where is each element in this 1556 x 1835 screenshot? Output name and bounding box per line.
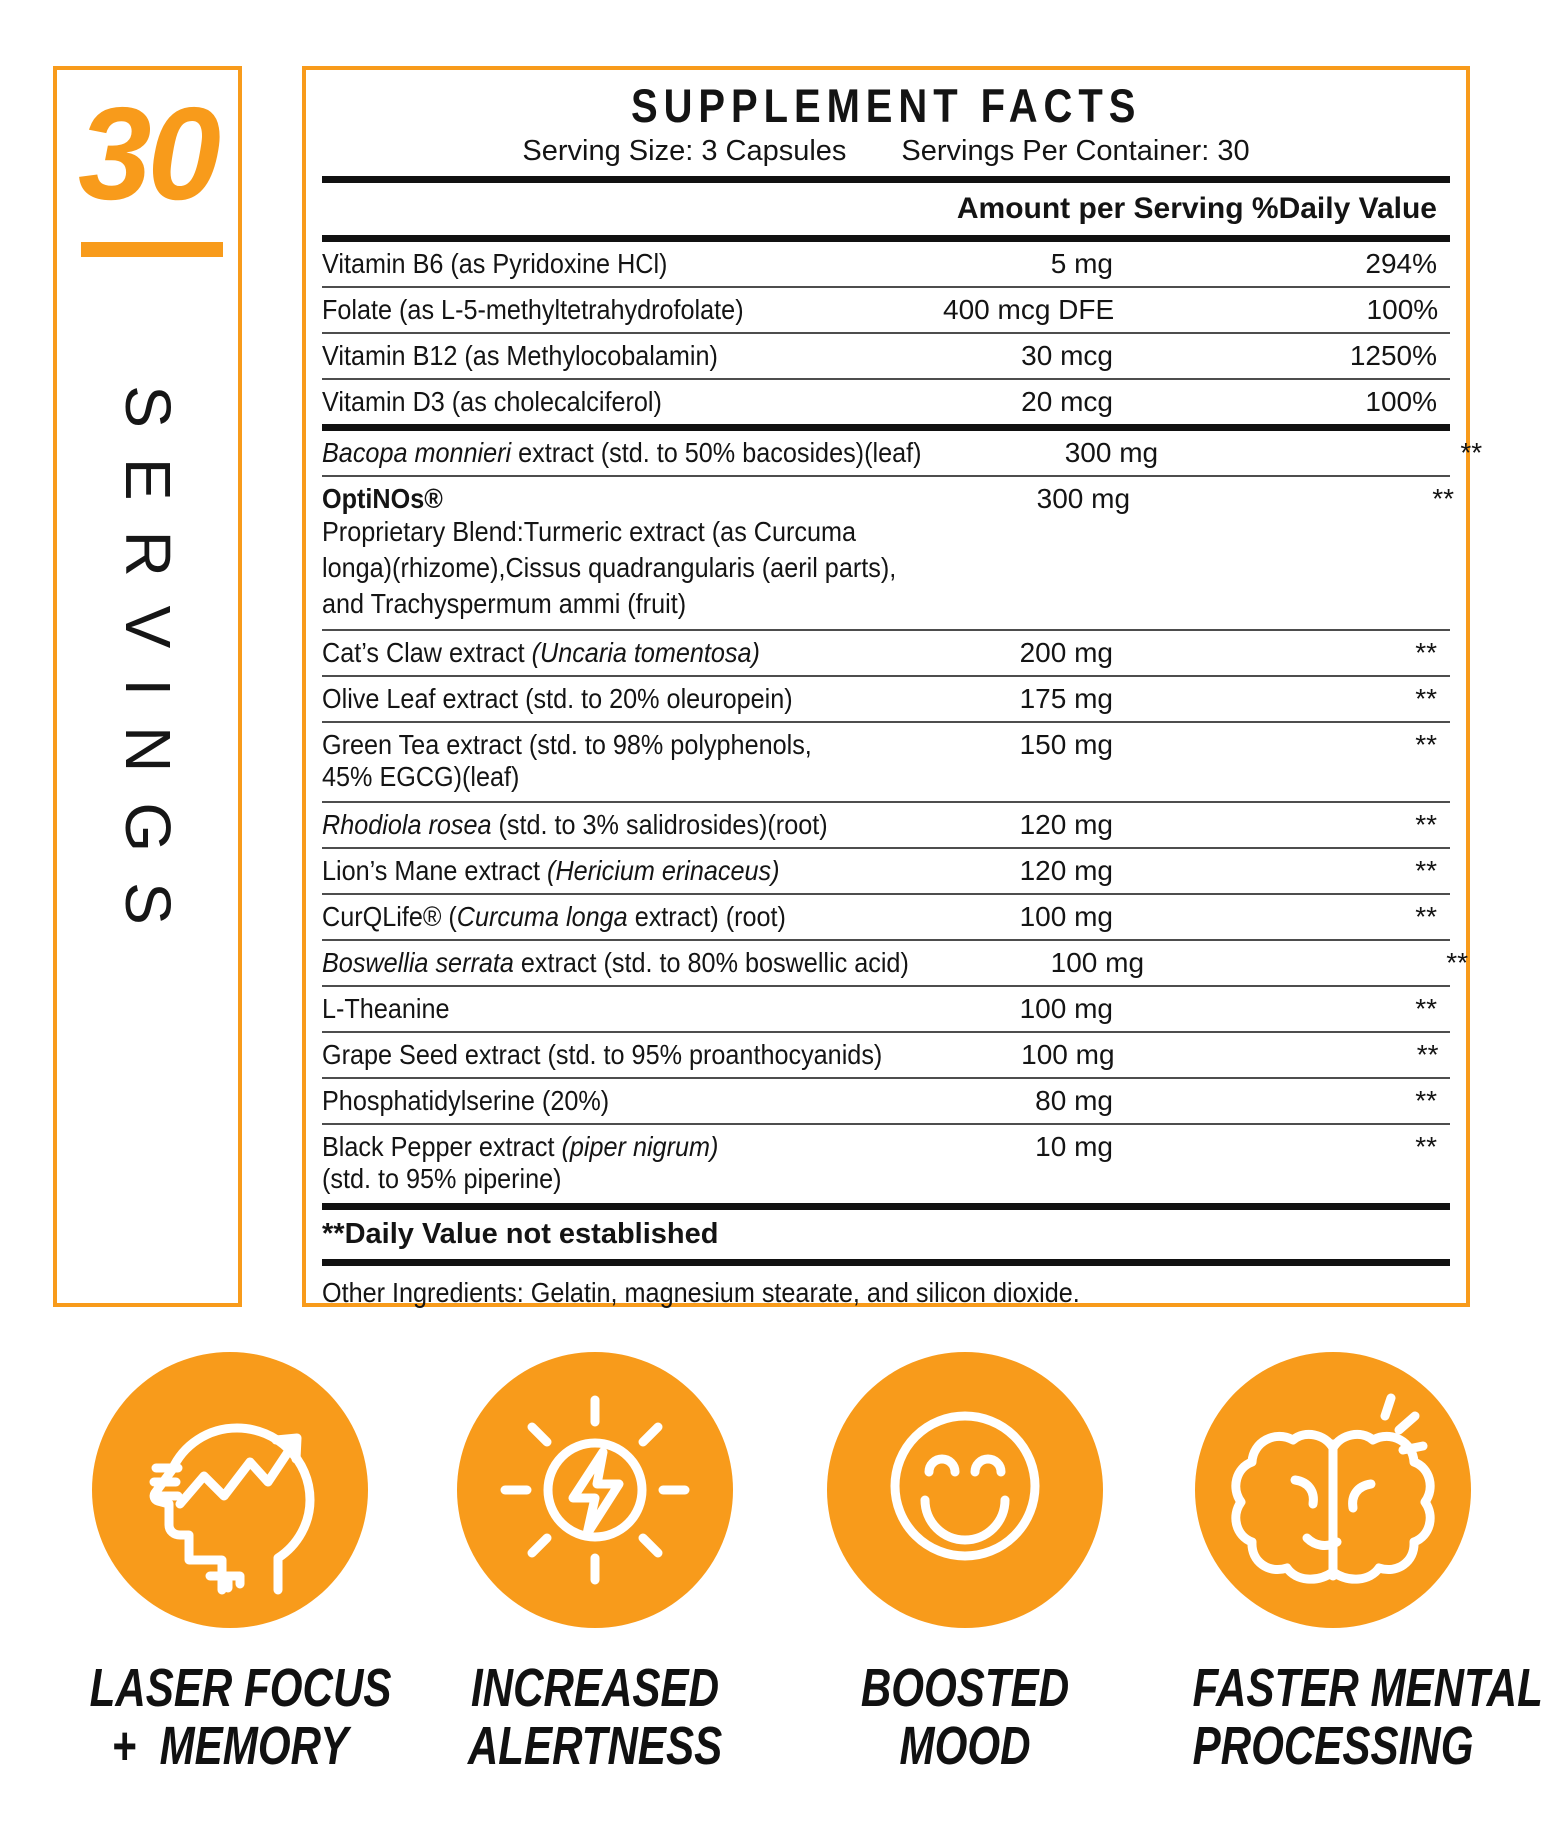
daily-value: ** (1415, 809, 1437, 840)
table-row: Bacopa monnieri extract (std. to 50% bacosides)(leaf) 300 mg ** (322, 431, 1450, 475)
benefit-focus-memory (50, 1352, 410, 1776)
amount: 175 mg (1019, 683, 1113, 714)
daily-value-footnote: **Daily Value not established (322, 1218, 719, 1250)
daily-value: ** (1415, 855, 1437, 886)
table-row: Boswellia serrata extract (std. to 80% boswellic acid) 100 mg ** (322, 941, 1450, 985)
table-row: CurQLife® (Curcuma longa extract) (root) 100 mg ** (322, 895, 1450, 939)
table-row: Vitamin B12 (as Methylocobalamin) 30 mcg 1250% (322, 334, 1450, 378)
table-row: Vitamin D3 (as cholecalciferol) 20 mcg 100% (322, 380, 1450, 424)
amount: 120 mg (1019, 809, 1113, 840)
amount: 120 mg (1019, 855, 1113, 886)
benefit-processing (1153, 1352, 1543, 1776)
rule (322, 235, 1450, 242)
daily-value: ** (1416, 1039, 1439, 1070)
table-row: Black Pepper extract (piper nigrum) (std. to 95% piperine) 10 mg ** (322, 1125, 1450, 1203)
daily-value: ** (1415, 901, 1437, 932)
daily-value: 294% (1365, 248, 1437, 279)
table-row: Cat’s Claw extract (Uncaria tomentosa) 200 mg ** (322, 631, 1450, 675)
rule (322, 1259, 1450, 1266)
daily-value: 100% (1365, 386, 1437, 417)
panel-title: SUPPLEMENT FACTS (630, 79, 1142, 132)
benefit-mood (785, 1352, 1145, 1776)
table-row: Grape Seed extract (std. to 95% proanthocyanids) 100 mg ** (322, 1033, 1450, 1077)
daily-value: 1250% (1349, 340, 1437, 371)
processing-icon (1195, 1352, 1471, 1628)
amount: 300 mg (1064, 437, 1159, 468)
serving-size: Serving Size: 3 Capsules (522, 135, 847, 167)
alertness-icon (457, 1352, 733, 1628)
amount: 10 mg (1035, 1131, 1113, 1162)
mood-icon (827, 1352, 1103, 1628)
amount: 20 mcg (1021, 386, 1113, 417)
table-row: Vitamin B6 (as Pyridoxine HCl) 5 mg 294% (322, 242, 1450, 286)
table-row: Lion’s Mane extract (Hericium erinaceus) 120 mg ** (322, 849, 1450, 893)
benefit-label: BOOSTED MOOD (860, 1658, 1070, 1776)
daily-value: ** (1415, 729, 1437, 760)
daily-value: ** (1460, 437, 1483, 468)
amount: 100 mg (1050, 947, 1145, 978)
rule (322, 176, 1450, 183)
servings-underline (81, 242, 223, 257)
servings-per-container: Servings Per Container: 30 (901, 135, 1250, 167)
amount: 100 mg (1019, 993, 1113, 1024)
supplement-facts-panel (302, 66, 1483, 1308)
benefit-label: LASER FOCUS + MEMORY (89, 1658, 392, 1776)
table-row: OptiNOs® Proprietary Blend:Turmeric extract (as Curcuma longa)(rhizome),Cissus quadrangularis (aeril parts), and Trachyspermum ammi (fruit) 300 mg ** (322, 477, 1450, 629)
daily-value: ** (1415, 1131, 1437, 1162)
rule (322, 424, 1450, 431)
benefit-alertness (415, 1352, 775, 1776)
amount: 300 mg (1036, 483, 1131, 514)
amount: 400 mcg DFE (943, 294, 1115, 325)
daily-value: ** (1432, 483, 1455, 514)
daily-value: ** (1415, 993, 1437, 1024)
amount: 30 mcg (1021, 340, 1113, 371)
daily-value: ** (1415, 683, 1437, 714)
focus-memory-icon (92, 1352, 368, 1628)
servings-box (53, 66, 242, 1307)
other-ingredients: Other Ingredients: Gelatin, magnesium stearate, and silicon dioxide. (322, 1277, 1080, 1308)
daily-value: 100% (1366, 294, 1439, 325)
daily-value: ** (1415, 1085, 1437, 1116)
servings-label: SERVINGS (111, 385, 184, 955)
table-row: Rhodiola rosea (std. to 3% salidrosides)(root) 120 mg ** (322, 803, 1450, 847)
daily-value: ** (1446, 947, 1469, 978)
table-row: Olive Leaf extract (std. to 20% oleuropein) 175 mg ** (322, 677, 1450, 721)
table-row: Folate (as L-5-methyltetrahydrofolate) 400 mcg DFE 100% (322, 288, 1450, 332)
rule (322, 1203, 1450, 1210)
daily-value: ** (1415, 637, 1437, 668)
amount: 200 mg (1019, 637, 1113, 668)
table-row: Phosphatidylserine (20%) 80 mg ** (322, 1079, 1450, 1123)
benefit-label: INCREASED ALERTNESS (467, 1658, 723, 1776)
benefit-label: FASTER MENTAL PROCESSING (1192, 1658, 1543, 1776)
column-header: Amount per Serving %Daily Value (956, 192, 1437, 225)
table-row: L-Theanine 100 mg ** (322, 987, 1450, 1031)
amount: 100 mg (1021, 1039, 1115, 1070)
amount: 150 mg (1019, 729, 1113, 760)
serving-info (322, 135, 1450, 168)
amount: 80 mg (1035, 1085, 1113, 1116)
amount: 5 mg (1050, 248, 1113, 279)
servings-count: 30 (78, 80, 217, 227)
amount: 100 mg (1019, 901, 1113, 932)
table-row: Green Tea extract (std. to 98% polyphenols, 45% EGCG)(leaf) 150 mg ** (322, 723, 1450, 801)
